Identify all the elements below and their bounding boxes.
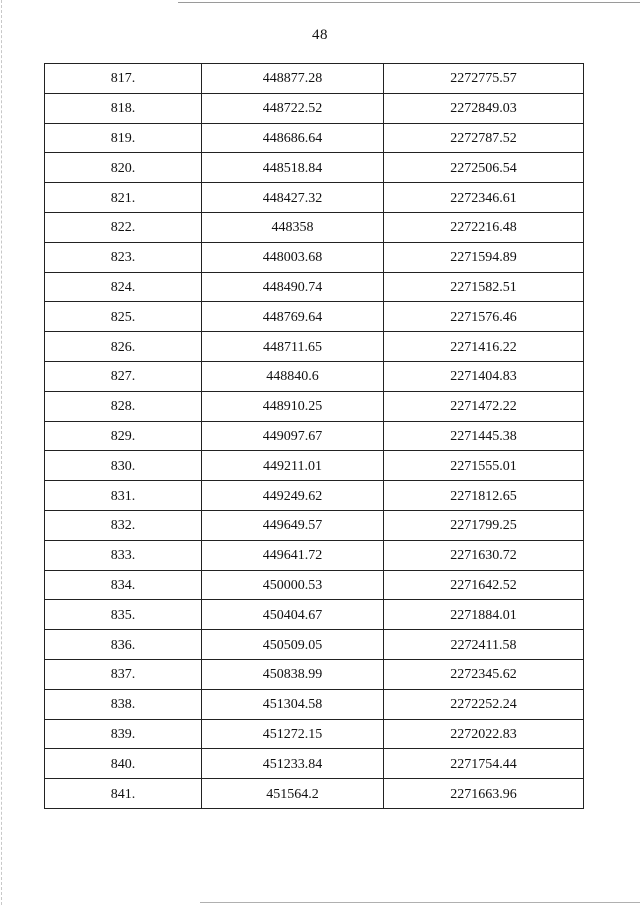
y-coordinate-cell: 2272216.48 <box>384 212 584 242</box>
y-coordinate-cell: 2271884.01 <box>384 600 584 630</box>
point-index-cell: 837. <box>45 659 202 689</box>
table-row <box>45 64 584 94</box>
x-coordinate-cell: 449249.62 <box>202 481 384 511</box>
point-index-cell: 841. <box>45 779 202 809</box>
y-coordinate-cell: 2271582.51 <box>384 272 584 302</box>
table-row <box>45 361 584 391</box>
y-coordinate-cell: 2271799.25 <box>384 510 584 540</box>
table-row <box>45 779 584 809</box>
point-index-cell: 819. <box>45 123 202 153</box>
point-index-cell: 833. <box>45 540 202 570</box>
y-coordinate-cell: 2271472.22 <box>384 391 584 421</box>
y-coordinate-cell: 2272775.57 <box>384 64 584 94</box>
y-coordinate-cell: 2271404.83 <box>384 361 584 391</box>
point-index-cell: 823. <box>45 242 202 272</box>
point-index-cell: 830. <box>45 451 202 481</box>
table-row <box>45 272 584 302</box>
bottom-rule <box>200 902 640 903</box>
x-coordinate-cell: 451564.2 <box>202 779 384 809</box>
x-coordinate-cell: 450509.05 <box>202 630 384 660</box>
y-coordinate-cell: 2271642.52 <box>384 570 584 600</box>
table-row <box>45 630 584 660</box>
x-coordinate-cell: 450404.67 <box>202 600 384 630</box>
x-coordinate-cell: 448722.52 <box>202 93 384 123</box>
y-coordinate-cell: 2272252.24 <box>384 689 584 719</box>
x-coordinate-cell: 448518.84 <box>202 153 384 183</box>
table-row <box>45 659 584 689</box>
y-coordinate-cell: 2271663.96 <box>384 779 584 809</box>
table-row <box>45 242 584 272</box>
x-coordinate-cell: 448910.25 <box>202 391 384 421</box>
point-index-cell: 838. <box>45 689 202 719</box>
point-index-cell: 829. <box>45 421 202 451</box>
y-coordinate-cell: 2271555.01 <box>384 451 584 481</box>
x-coordinate-cell: 448840.6 <box>202 361 384 391</box>
table-row <box>45 183 584 213</box>
x-coordinate-cell: 448769.64 <box>202 302 384 332</box>
table-row <box>45 421 584 451</box>
point-index-cell: 818. <box>45 93 202 123</box>
y-coordinate-cell: 2272022.83 <box>384 719 584 749</box>
y-coordinate-cell: 2271576.46 <box>384 302 584 332</box>
y-coordinate-cell: 2272787.52 <box>384 123 584 153</box>
x-coordinate-cell: 449097.67 <box>202 421 384 451</box>
top-rule <box>178 2 640 3</box>
point-index-cell: 824. <box>45 272 202 302</box>
x-coordinate-cell: 448490.74 <box>202 272 384 302</box>
x-coordinate-cell: 448877.28 <box>202 64 384 94</box>
y-coordinate-cell: 2272411.58 <box>384 630 584 660</box>
table-row <box>45 123 584 153</box>
y-coordinate-cell: 2271594.89 <box>384 242 584 272</box>
table-row <box>45 719 584 749</box>
coordinates-table <box>44 63 584 809</box>
point-index-cell: 835. <box>45 600 202 630</box>
point-index-cell: 836. <box>45 630 202 660</box>
point-index-cell: 831. <box>45 481 202 511</box>
point-index-cell: 839. <box>45 719 202 749</box>
x-coordinate-cell: 451233.84 <box>202 749 384 779</box>
y-coordinate-cell: 2272506.54 <box>384 153 584 183</box>
point-index-cell: 840. <box>45 749 202 779</box>
table-row <box>45 540 584 570</box>
table-row <box>45 212 584 242</box>
table-row <box>45 510 584 540</box>
point-index-cell: 832. <box>45 510 202 540</box>
x-coordinate-cell: 448711.65 <box>202 332 384 362</box>
point-index-cell: 822. <box>45 212 202 242</box>
point-index-cell: 827. <box>45 361 202 391</box>
x-coordinate-cell: 449641.72 <box>202 540 384 570</box>
x-coordinate-cell: 448427.32 <box>202 183 384 213</box>
point-index-cell: 825. <box>45 302 202 332</box>
y-coordinate-cell: 2272346.61 <box>384 183 584 213</box>
point-index-cell: 826. <box>45 332 202 362</box>
table-row <box>45 689 584 719</box>
x-coordinate-cell: 448686.64 <box>202 123 384 153</box>
table-row <box>45 570 584 600</box>
point-index-cell: 834. <box>45 570 202 600</box>
table-row <box>45 451 584 481</box>
table-row <box>45 391 584 421</box>
x-coordinate-cell: 448358 <box>202 212 384 242</box>
table-row <box>45 749 584 779</box>
table-row <box>45 481 584 511</box>
point-index-cell: 828. <box>45 391 202 421</box>
point-index-cell: 821. <box>45 183 202 213</box>
x-coordinate-cell: 451272.15 <box>202 719 384 749</box>
table-row <box>45 93 584 123</box>
y-coordinate-cell: 2271630.72 <box>384 540 584 570</box>
y-coordinate-cell: 2271812.65 <box>384 481 584 511</box>
coordinates-table-body <box>45 64 584 809</box>
y-coordinate-cell: 2272345.62 <box>384 659 584 689</box>
y-coordinate-cell: 2271416.22 <box>384 332 584 362</box>
table-row <box>45 332 584 362</box>
table-row <box>45 153 584 183</box>
y-coordinate-cell: 2272849.03 <box>384 93 584 123</box>
table-row <box>45 302 584 332</box>
x-coordinate-cell: 451304.58 <box>202 689 384 719</box>
y-coordinate-cell: 2271445.38 <box>384 421 584 451</box>
point-index-cell: 820. <box>45 153 202 183</box>
left-page-edge <box>1 0 2 905</box>
x-coordinate-cell: 449211.01 <box>202 451 384 481</box>
table-row <box>45 600 584 630</box>
page-number: 48 <box>312 27 328 43</box>
x-coordinate-cell: 448003.68 <box>202 242 384 272</box>
x-coordinate-cell: 450838.99 <box>202 659 384 689</box>
y-coordinate-cell: 2271754.44 <box>384 749 584 779</box>
x-coordinate-cell: 449649.57 <box>202 510 384 540</box>
point-index-cell: 817. <box>45 64 202 94</box>
x-coordinate-cell: 450000.53 <box>202 570 384 600</box>
